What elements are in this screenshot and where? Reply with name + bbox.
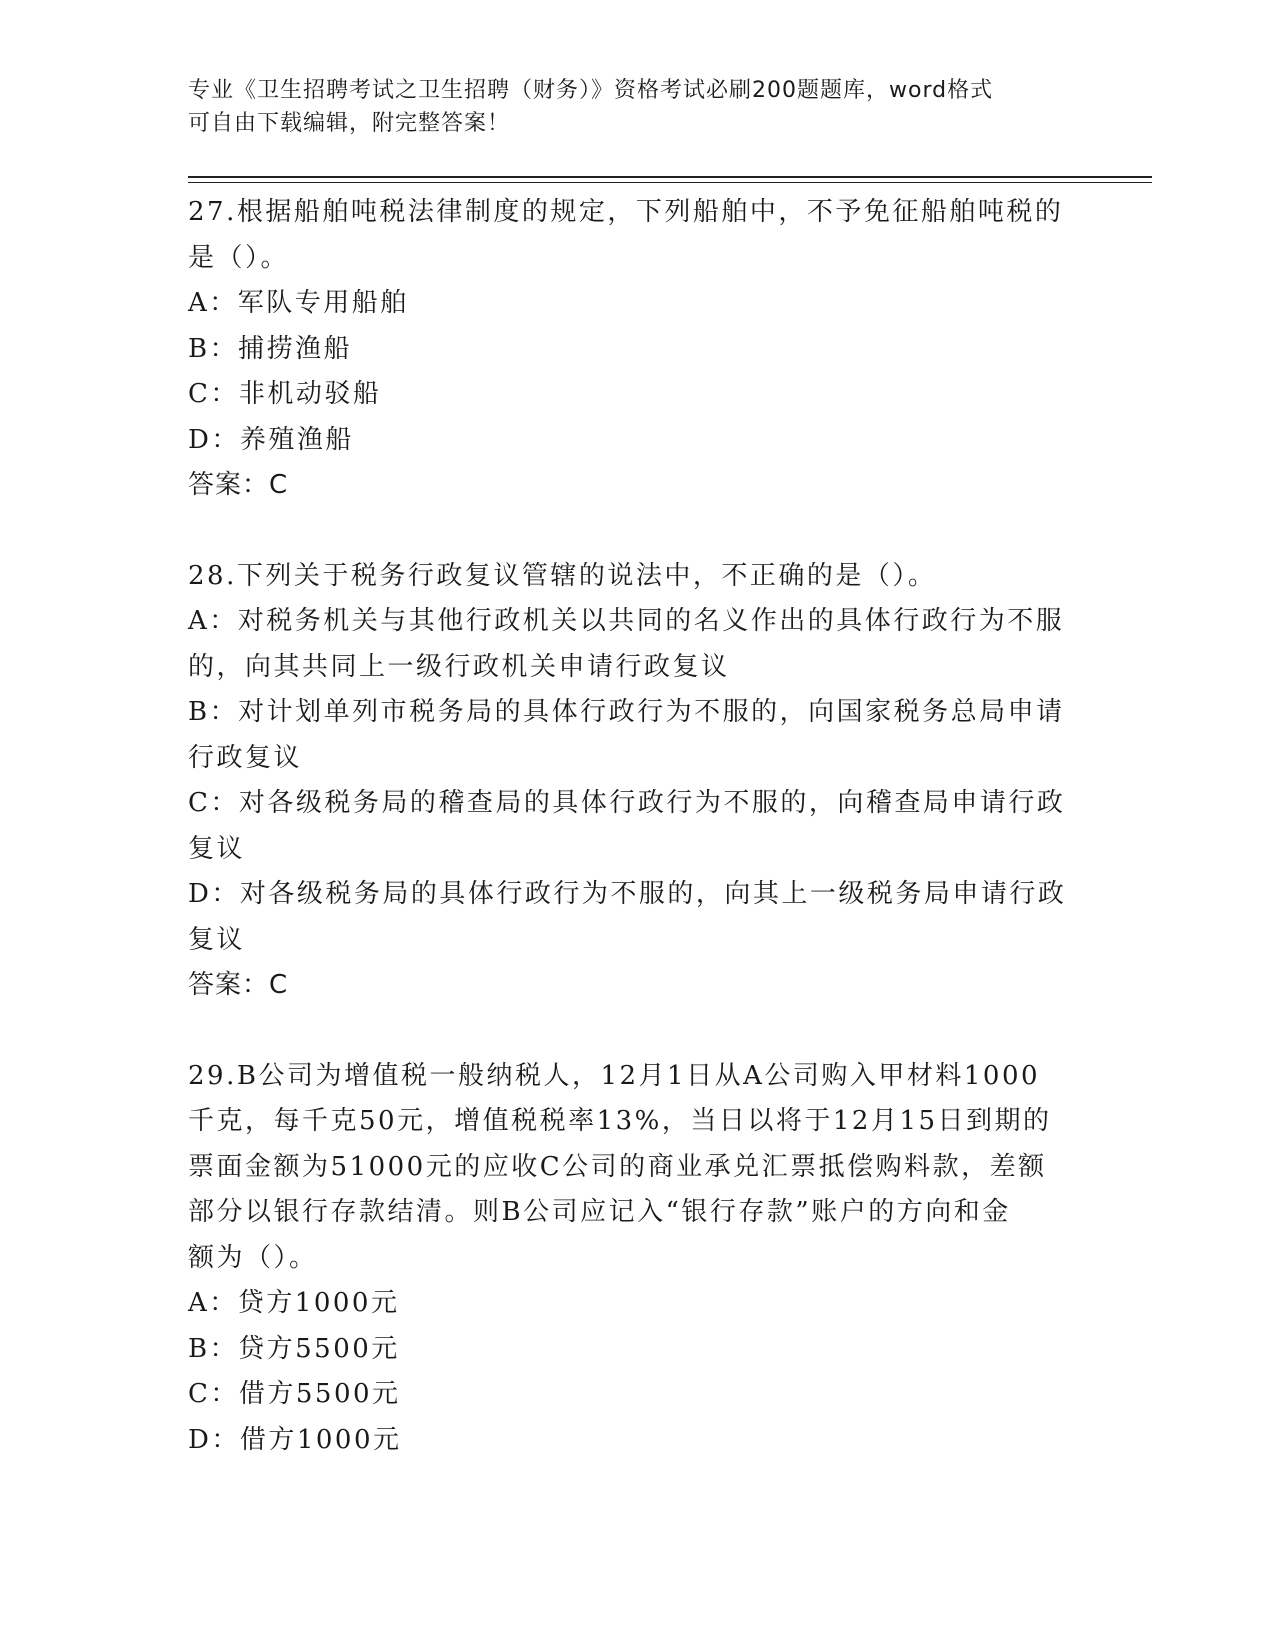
question-stem-line: 部分以银行存款结清。则B公司应记入“银行存款”账户的方向和金 [188,1197,1011,1227]
answer: 答案：C [188,470,289,500]
question-28 [188,554,1078,1009]
option-c: C：对各级税务局的稽查局的具体行政行为不服的，向稽查局申请行政 [188,788,1066,818]
question-stem-line: 是（）。 [188,242,290,273]
option-b: B：贷方5500元 [188,1333,400,1364]
question-stem-line: 千克，每千克50元，增值税税率13%，当日以将于12月15日到期的 [188,1106,1052,1136]
question-list [188,190,1078,1508]
question-27 [188,190,1078,509]
option-d: D：养殖渔船 [188,424,354,455]
header-line-1: 专业《卫生招聘考试之卫生招聘（财务）》资格考试必刷200题题库，word格式 [188,78,994,103]
option-b: B：对计划单列市税务局的具体行政行为不服的，向国家税务总局申请 [188,697,1065,727]
question-stem-line: 29.B公司为增值税一般纳税人，12月1日从A公司购入甲材料1000 [188,1060,1041,1091]
question-stem-line: 票面金额为51000元的应收C公司的商业承兑汇票抵偿购料款，差额 [188,1151,1047,1182]
header-rule-thick [188,176,1152,178]
option-a: A：军队专用船舶 [188,288,409,318]
option-d-cont: 复议 [188,924,246,955]
header-line-2: 可自由下载编辑，附完整答案！ [188,111,511,136]
option-c-cont: 复议 [188,833,246,864]
question-29 [188,1054,1078,1464]
option-d: D：对各级税务局的具体行政行为不服的，向其上一级税务局申请行政 [188,879,1067,909]
option-a: A：贷方1000元 [188,1288,400,1318]
option-a-cont: 的，向其共同上一级行政机关申请行政复议 [188,651,730,682]
question-stem-line: 28.下列关于税务行政复议管辖的说法中，不正确的是（）。 [188,560,937,591]
option-c: C：借方5500元 [188,1379,401,1409]
document-header [188,74,1088,140]
option-d: D：借方1000元 [188,1424,402,1455]
option-c: C：非机动驳船 [188,379,382,409]
option-a: A：对税务机关与其他行政机关以共同的名义作出的具体行政行为不服 [188,606,1065,636]
question-stem-line: 27.根据船舶吨税法律制度的规定，下列船舶中，不予免征船舶吨税的 [188,197,1064,227]
option-b: B：捕捞渔船 [188,333,353,364]
answer: 答案：C [188,970,289,1000]
option-b-cont: 行政复议 [188,742,303,773]
question-stem-line: 额为（）。 [188,1242,318,1273]
header-rule-thin [188,182,1152,183]
